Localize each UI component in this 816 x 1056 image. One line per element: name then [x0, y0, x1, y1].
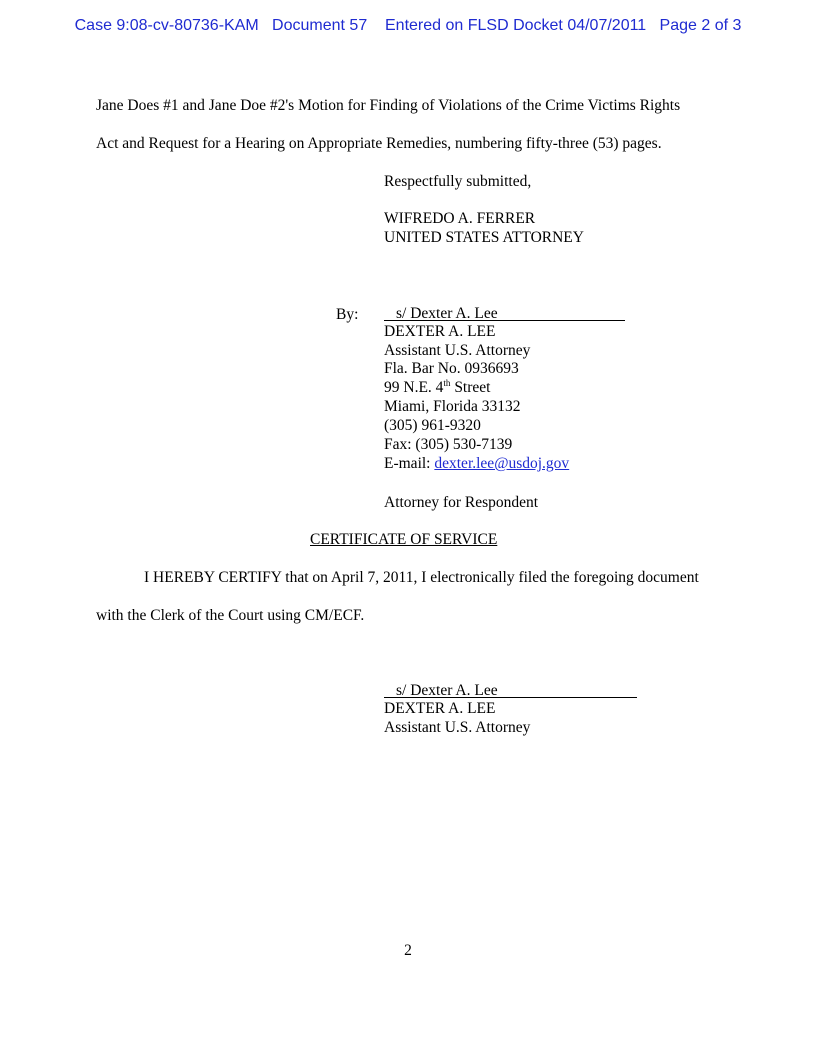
attorney-role: Attorney for Respondent: [384, 494, 539, 511]
us-attorney-title: UNITED STATES ATTORNEY: [384, 229, 584, 246]
page-number: 2: [404, 942, 412, 959]
header-case-number: Case 9:08-cv-80736-KAM: [74, 17, 259, 34]
street-address-number: 99 N.E. 4: [384, 379, 444, 396]
certificate-line-1: I HEREBY CERTIFY that on April 7, 2011, I electronically filed the foregoing document: [144, 569, 699, 586]
by-label: By:: [336, 306, 359, 323]
second-signer-name: DEXTER A. LEE: [384, 700, 496, 717]
city-state-zip: Miami, Florida 33132: [384, 398, 521, 415]
signer-name: DEXTER A. LEE: [384, 323, 496, 340]
respectfully-submitted: Respectfully submitted,: [384, 173, 532, 190]
fax-number: Fax: (305) 530-7139: [384, 436, 513, 453]
header-entered-date: Entered on FLSD Docket 04/07/2011: [385, 17, 647, 34]
email-label: E-mail:: [384, 455, 431, 472]
docket-header: [0, 17, 816, 35]
signer-title: Assistant U.S. Attorney: [384, 342, 531, 359]
email-link[interactable]: dexter.lee@usdoj.gov: [434, 455, 570, 472]
header-document-number: Document 57: [272, 17, 368, 34]
electronic-signature: s/ Dexter A. Lee: [396, 305, 498, 322]
body-paragraph-line-1: Jane Does #1 and Jane Doe #2's Motion for Finding of Violations of the Crime Victims Rights: [96, 97, 681, 114]
second-signer-title: Assistant U.S. Attorney: [384, 719, 531, 736]
bar-number: Fla. Bar No. 0936693: [384, 360, 519, 377]
street-address: [384, 379, 490, 398]
phone-number: (305) 961-9320: [384, 417, 481, 434]
certificate-line-2: with the Clerk of the Court using CM/ECF.: [96, 607, 365, 624]
street-address-street: Street: [450, 379, 491, 396]
body-paragraph-line-2: Act and Request for a Hearing on Appropriate Remedies, numbering fifty-three (53) pages.: [96, 135, 662, 152]
email-line: [384, 455, 569, 474]
certificate-heading: CERTIFICATE OF SERVICE: [310, 531, 498, 548]
us-attorney-name: WIFREDO A. FERRER: [384, 210, 536, 227]
header-page-count: Page 2 of 3: [659, 17, 742, 34]
street-suffix: th: [443, 378, 451, 388]
second-electronic-signature: s/ Dexter A. Lee: [396, 682, 498, 699]
